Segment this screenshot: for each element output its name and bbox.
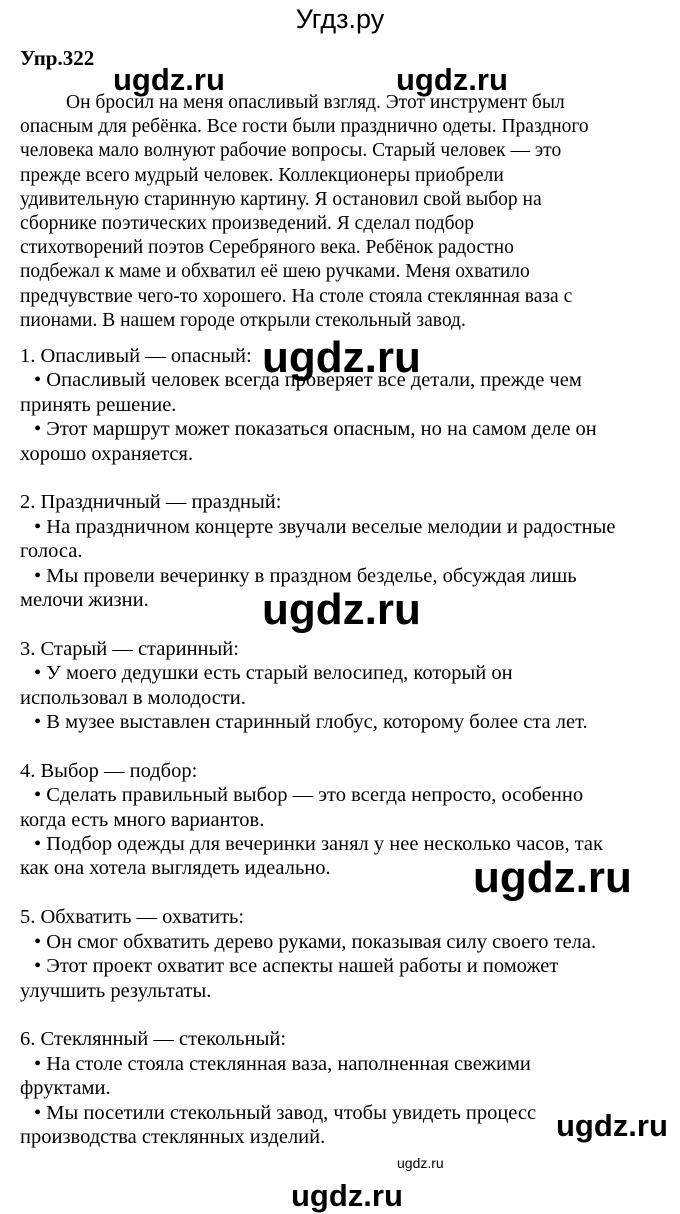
- example-line: мелочи жизни.: [20, 589, 149, 612]
- example-line: когда есть много вариантов.: [20, 808, 265, 831]
- paragraph-line: опасным для ребёнка. Все гости были празднично одеты. Праздного: [20, 116, 589, 138]
- example-line: • Этот проект охватит все аспекты нашей работы и поможет: [34, 955, 559, 978]
- example-line: как она хотела выглядеть идеально.: [20, 857, 331, 880]
- example-line: использовал в молодости.: [20, 686, 246, 709]
- word-pair-heading: 1. Опасливый — опасный:: [20, 345, 252, 367]
- word-pair-heading: 6. Стеклянный — стекольный:: [20, 1028, 287, 1051]
- word-pair-heading: 2. Праздничный — праздный:: [20, 491, 282, 514]
- example-line: • В музее выставлен старинный глобус, которому более ста лет.: [34, 711, 588, 734]
- example-line: • Он смог обхватить дерево руками, показывая силу своего тела.: [34, 930, 597, 953]
- exercise-title: Упр.322: [20, 46, 95, 70]
- watermark: ugdz.ru: [262, 333, 421, 382]
- example-line: голоса.: [20, 540, 83, 563]
- word-pair-heading: 5. Обхватить — охватить:: [20, 906, 245, 929]
- paragraph-line: предчувствие чего-то хорошего. На столе стояла стеклянная ваза с: [20, 285, 573, 307]
- paragraph-line: Он бросил на меня опасливый взгляд. Этот инструмент был: [66, 92, 565, 113]
- example-line: • Мы посетили стекольный завод, чтобы увидеть процесс: [34, 1101, 537, 1124]
- example-line: • На столе стояла стеклянная ваза, наполненная свежими: [34, 1052, 531, 1075]
- watermark: ugdz.ru: [396, 62, 508, 97]
- watermark: ugdz.ru: [262, 585, 421, 634]
- paragraph-line: сборнике поэтических произведений. Я сделал подбор: [20, 213, 475, 235]
- example-line: • Мы провели вечеринку в праздном безделье, обсуждая лишь: [34, 564, 577, 587]
- example-line: • Опасливый человек всегда проверяет все детали, прежде чем: [34, 369, 582, 392]
- watermark: ugdz.ru: [556, 1108, 668, 1143]
- example-line: • Подбор одежды для вечеринки занял у нее несколько часов, так: [34, 833, 603, 856]
- example-line: фруктами.: [20, 1077, 111, 1100]
- word-pair-heading: 4. Выбор — подбор:: [20, 759, 198, 782]
- paragraph-line: пионами. В нашем городе открыли стекольный завод.: [20, 309, 466, 331]
- paragraph-line: подбежал к маме и обхватил её шею ручками. Меня охватило: [20, 261, 530, 283]
- paragraph-line: прежде всего мудрый человек. Коллекционеры приобрели: [20, 164, 504, 186]
- watermark: ugdz.ru: [397, 1155, 444, 1171]
- word-pairs-list: [20, 344, 670, 1174]
- watermark: ugdz.ru: [113, 62, 225, 97]
- example-line: улучшить результаты.: [20, 979, 212, 1002]
- example-line: принять решение.: [20, 393, 177, 416]
- paragraph-line: стихотворений поэтов Серебряного века. Ребёнок радостно: [20, 237, 514, 259]
- example-line: хорошо охраняется.: [20, 442, 194, 465]
- site-header: Угдз.ру: [295, 4, 385, 34]
- example-line: • У моего дедушки есть старый велосипед, который он: [34, 662, 513, 685]
- paragraph-line: человека мало волнуют рабочие вопросы. Старый человек — это: [20, 140, 562, 162]
- example-line: • На праздничном концерте звучали веселые мелодии и радостные: [34, 515, 616, 538]
- example-line: • Этот маршрут может показаться опасным, но на самом деле он: [34, 418, 597, 441]
- paragraph-line: удивительную старинную картину. Я остановил свой выбор на: [20, 188, 542, 210]
- example-line: • Сделать правильный выбор — это всегда непросто, особенно: [34, 784, 584, 807]
- word-pair-item: [20, 905, 670, 1003]
- word-pair-heading: 3. Старый — старинный:: [20, 637, 239, 660]
- word-pair-item: [20, 637, 670, 735]
- watermark: ugdz.ru: [291, 1178, 403, 1213]
- example-line: производства стеклянных изделий.: [20, 1125, 326, 1148]
- watermark: ugdz.ru: [473, 853, 632, 902]
- exercise-paragraph: [20, 91, 589, 333]
